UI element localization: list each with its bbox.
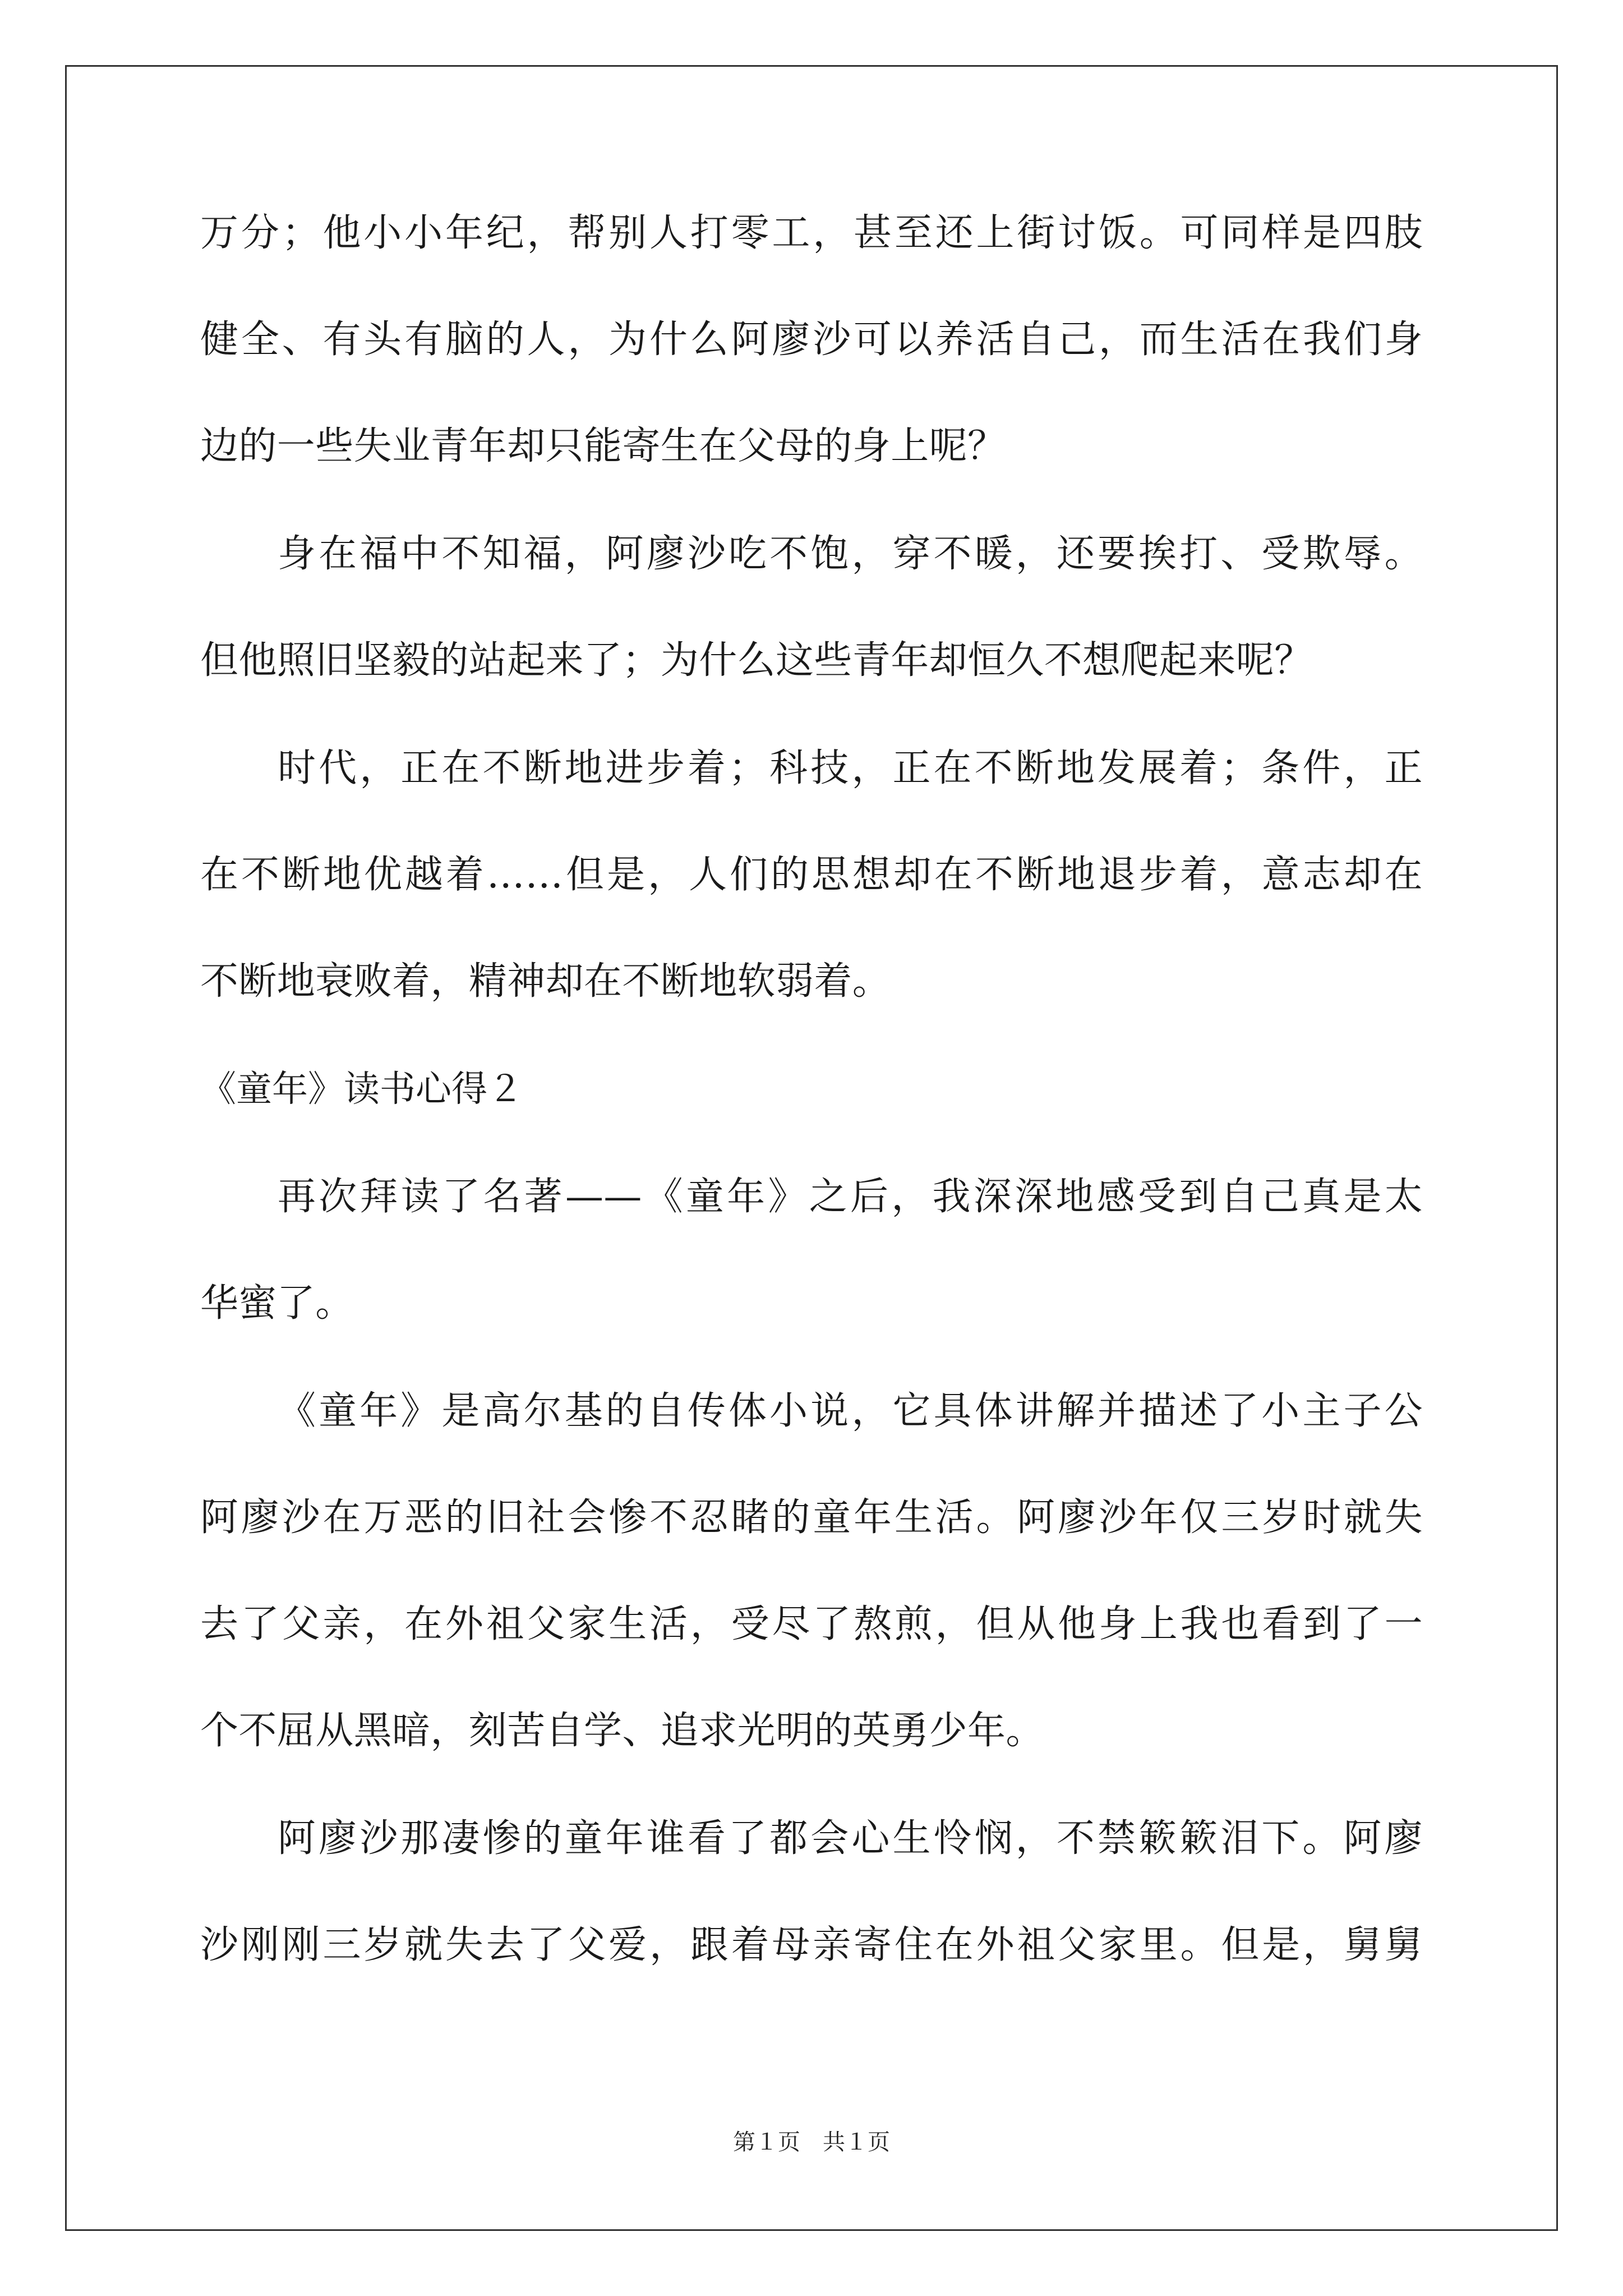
section-heading: 《童年》读书心得２: [200, 1069, 523, 1110]
text-line: 万分；他小小年纪，帮别人打零工，甚至还上街讨饭。可同样是四肢: [200, 211, 1423, 255]
text-line: 去了父亲，在外祖父家生活，受尽了熬煎，但从他身上我也看到了一: [200, 1602, 1423, 1646]
text-line: 不断地衰败着，精神却在不断地软弱着。: [200, 959, 891, 1004]
paragraph: [200, 527, 1423, 688]
text-line: 边的一些失业青年却只能寄生在父母的身上呢？: [200, 424, 1006, 468]
text-line: 华蜜了。: [200, 1281, 354, 1326]
paragraph: [200, 742, 1423, 1009]
text-line: 阿廖沙那凄惨的童年谁看了都会心生怜悯，不禁簌簌泪下。阿廖: [278, 1816, 1423, 1861]
paragraph: [200, 1812, 1423, 1972]
paragraph: [200, 1170, 1423, 1331]
text-line: 沙刚刚三岁就失去了父爱，跟着母亲寄住在外祖父家里。但是，舅舅: [200, 1923, 1423, 1967]
text-line: 再次拜读了名著——《童年》之后，我深深地感受到自己真是太: [278, 1175, 1423, 1219]
text-line: 在不断地优越着……但是，人们的思想却在不断地退步着，意志却在: [200, 853, 1423, 897]
page-number-footer: 第１页 共１页: [733, 2129, 890, 2155]
text-line: 时代，正在不断地进步着；科技，正在不断地发展着；条件，正: [278, 746, 1423, 790]
text-line: 身在福中不知福，阿廖沙吃不饱，穿不暖，还要挨打、受欺辱。: [278, 532, 1423, 576]
text-line: 个不屈从黑暗，刻苦自学、追求光明的英勇少年。: [200, 1709, 1044, 1753]
paragraph: [200, 1384, 1423, 1758]
text-line: 《童年》是高尔基的自传体小说，它具体讲解并描述了小主子公: [278, 1389, 1423, 1433]
text-line: 阿廖沙在万恶的旧社会惨不忍睹的童年生活。阿廖沙年仅三岁时就失: [200, 1496, 1423, 1540]
document-body: [200, 206, 1423, 1972]
text-line: 但他照旧坚毅的站起来了；为什么这些青年却恒久不想爬起来呢？: [200, 638, 1313, 683]
paragraph: [200, 206, 1423, 473]
text-line: 健全、有头有脑的人，为什么阿廖沙可以养活自己，而生活在我们身: [200, 318, 1423, 362]
